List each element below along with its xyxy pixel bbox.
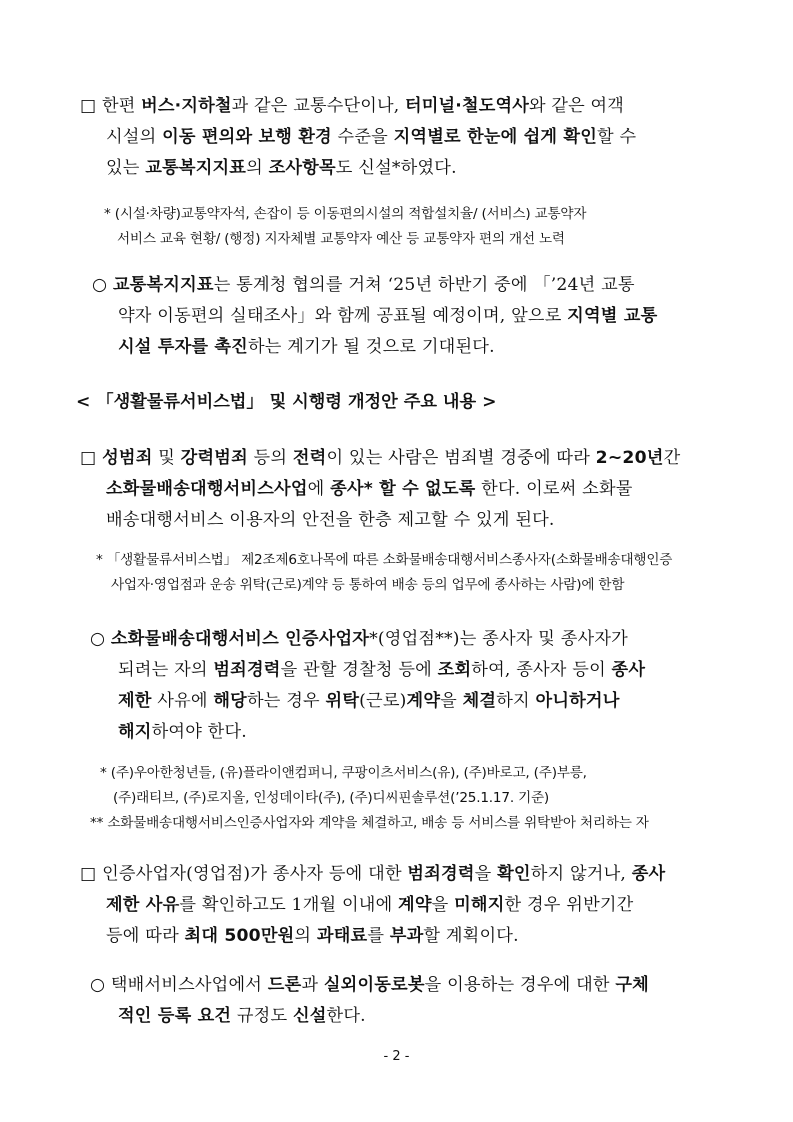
footnote-line: 서비스 교육 현황/ (행정) 지자체별 교통약자 예산 등 교통약자 편의 개선 노력	[117, 231, 565, 247]
text-line: 되려는 자의 범죄경력을 관할 경찰청 등에 조회하여, 종사자 등이 종사	[118, 660, 646, 680]
footnote-line: 사업자·영업점과 운송 위탁(근로)계약 등 통하여 배송 등의 업무에 종사하는 사람)에 한함	[111, 577, 625, 593]
page-number: - 2 -	[383, 1049, 410, 1064]
footnote-line: (주)래티브, (주)로지올, 인성데이타(주), (주)디씨핀솔루션(’25.1.17. 기준)	[113, 790, 550, 806]
text-line: 등에 따라 최대 500만원의 과태료를 부과할 계획이다.	[106, 926, 519, 946]
text-line: □ 인증사업자(영업점)가 종사자 등에 대한 범죄경력을 확인하지 않거나, 종사	[80, 864, 666, 884]
text-line: 있는 교통복지지표의 조사항목도 신설*하였다.	[106, 158, 457, 178]
text-line: 약자 이동편의 실태조사」와 함께 공표될 예정이며, 앞으로 지역별 교통	[118, 306, 658, 326]
text-line: 적인 등록 요건 규정도 신설한다.	[118, 1006, 366, 1026]
footnote-line: * 「생활물류서비스법」 제2조제6호나목에 따른 소화물배송대행서비스종사자(소화물배송대행인증	[96, 552, 673, 568]
section-heading: < 「생활물류서비스법」 및 시행령 개정안 주요 내용 >	[76, 392, 497, 412]
text-line: 해지하여야 한다.	[118, 722, 247, 742]
text-line: 제한 사유를 확인하고도 1개월 이내에 계약을 미해지한 경우 위반기간	[106, 895, 634, 915]
text-line: ○ 소화물배송대행서비스 인증사업자*(영업점**)는 종사자 및 종사자가	[90, 629, 628, 649]
text-line: 소화물배송대행서비스사업에 종사* 할 수 없도록 한다. 이로써 소화물	[106, 479, 633, 499]
text-line: □ 한편 버스·지하철과 같은 교통수단이나, 터미널·철도역사와 같은 여객	[80, 96, 625, 116]
footnote-line: * (시설·차량)교통약자석, 손잡이 등 이동편의시설의 적합설치율/ (서비스) 교통약자	[104, 206, 587, 222]
text-line: ○ 교통복지지표는 통계청 협의를 거쳐 ‘25년 하반기 중에 「’24년 교통	[92, 275, 635, 295]
text-line: 시설의 이동 편의와 보행 환경 수준을 지역별로 한눈에 쉽게 확인할 수	[106, 127, 637, 147]
text-line: 제한 사유에 해당하는 경우 위탁(근로)계약을 체결하지 아니하거나	[118, 691, 620, 711]
text-line: □ 성범죄 및 강력범죄 등의 전력이 있는 사람은 범죄별 경중에 따라 2~20년간	[80, 448, 681, 468]
footnote-line: ** 소화물배송대행서비스인증사업자와 계약을 체결하고, 배송 등 서비스를 위탁받아 처리하는 자	[90, 815, 649, 831]
footnote-line: * (주)우아한청년들, (유)플라이앤컴퍼니, 쿠팡이츠서비스(유), (주)바로고, (주)부릉,	[100, 765, 587, 781]
text-line: 시설 투자를 촉진하는 계기가 될 것으로 기대된다.	[118, 337, 495, 357]
text-line: 배송대행서비스 이용자의 안전을 한층 제고할 수 있게 된다.	[106, 510, 555, 530]
text-line: ○ 택배서비스사업에서 드론과 실외이동로봇을 이용하는 경우에 대한 구체	[90, 975, 649, 995]
